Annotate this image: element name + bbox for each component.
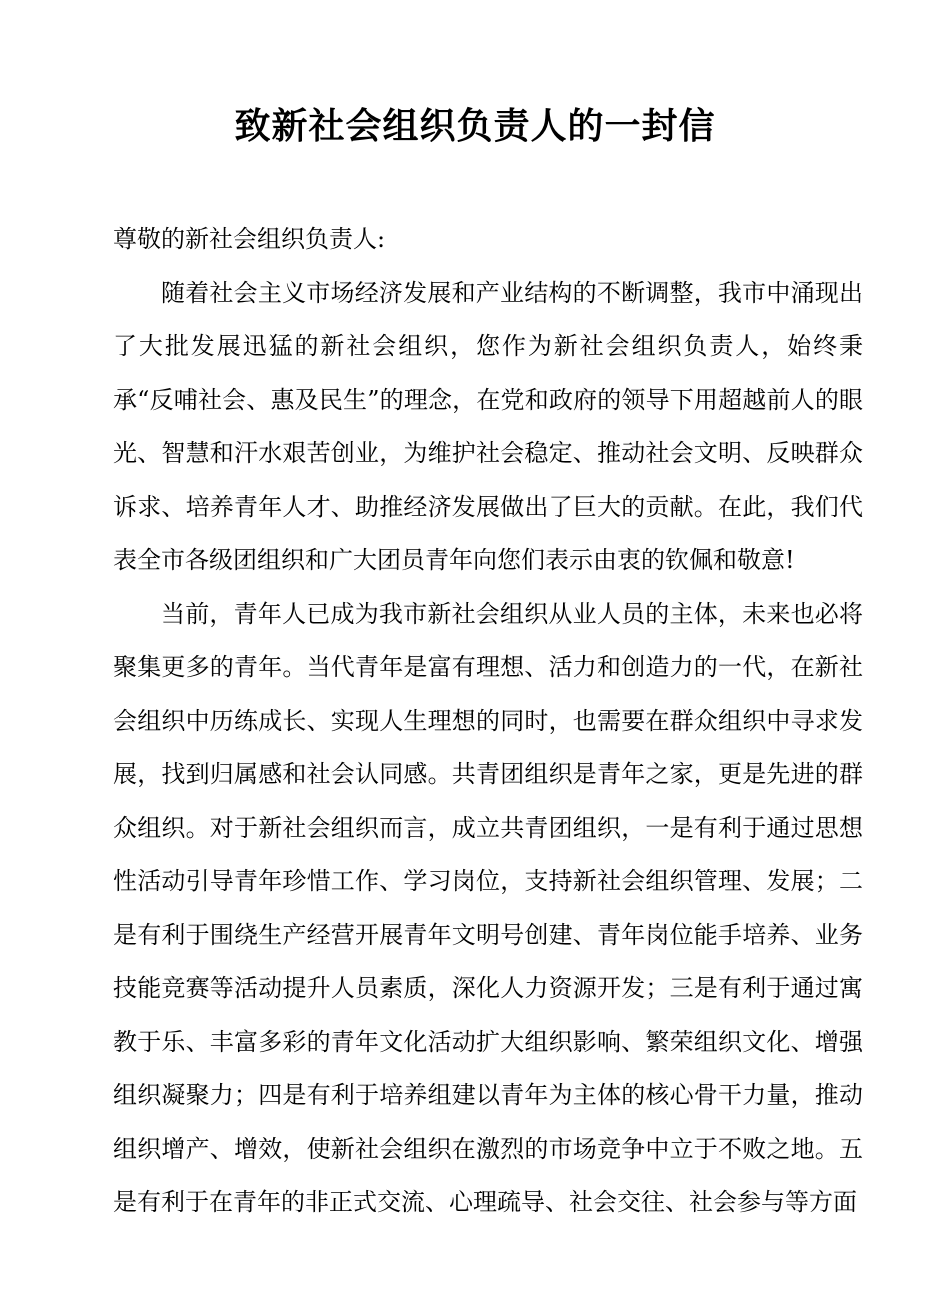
salutation: 尊敬的新社会组织负责人:	[113, 225, 386, 253]
paragraph-2: 当前，青年人已成为我市新社会组织从业人员的主体，未来也必将聚集更多的青年。当代青年是富有理想、活力和创造力的一代，在新社会组织中历练成长、实现人生理想的同时，也需要在群众组织中寻求发展，找到归属感和社会认同感。共青团组织是青年之家，更是先进的群众组织。对于新社会组织而言，成立共青团组织，一是有利于通过思想性活动引导青年珍惜工作、学习岗位，支持新社会组织管理、发展；二是有利于围绕生产经营开展青年文明号创建、青年岗位能手培养、业务技能竞赛等活动提升人员素质，深化人力资源开发；三是有利于通过寓教于乐、丰富多彩的青年文化活动扩大组织影响、繁荣组织文化、增强组织凝聚力；四是有利于培养组建以青年为主体的核心骨干力量，推动组织增产、增效，使新社会组织在激烈的市场竞争中立于不败之地。五是有利于在青年的非正式交流、心理疏导、社会交往、社会参与等方面	[113, 599, 863, 1216]
paragraph-1: 随着社会主义市场经济发展和产业结构的不断调整，我市中涌现出了大批发展迅猛的新社会组织，您作为新社会组织负责人，始终秉承“反哺社会、惠及民生”的理念，在党和政府的领导下用超越前人的眼光、智慧和汗水艰苦创业，为维护社会稳定、推动社会文明、反映群众诉求、培养青年人才、助推经济发展做出了巨大的贡献。在此，我们代表全市各级团组织和广大团员青年向您们表示由衷的钦佩和敬意!	[113, 278, 863, 574]
letter-title: 致新社会组织负责人的一封信	[234, 105, 716, 147]
letter-body	[113, 213, 863, 1230]
